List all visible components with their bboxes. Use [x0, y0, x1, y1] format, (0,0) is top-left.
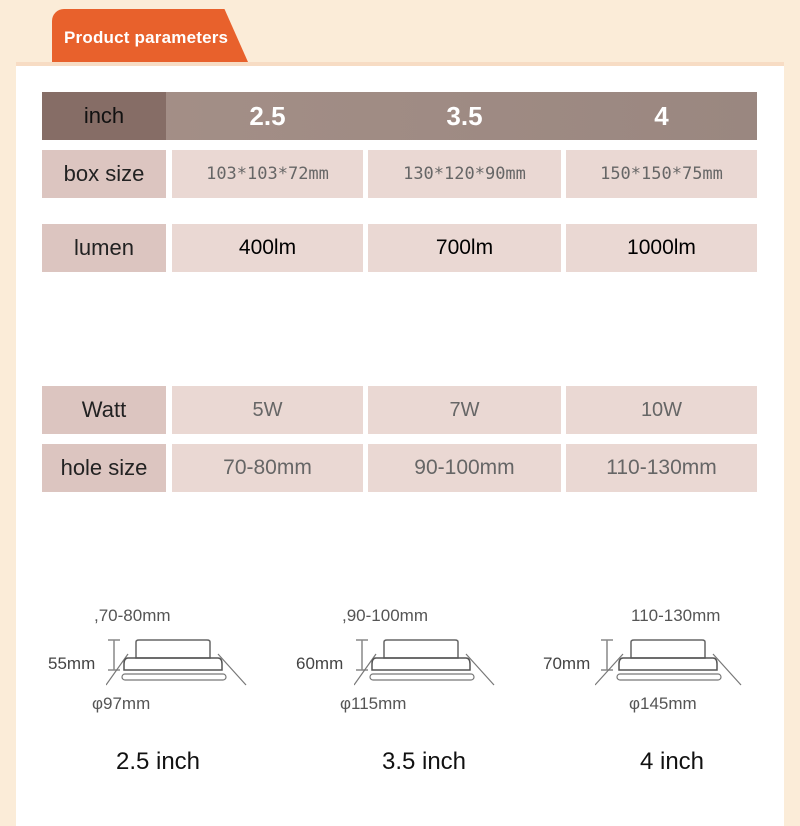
- dimension-diagram-4: [543, 600, 763, 720]
- diagram-height-dimension: 55mm: [48, 654, 96, 673]
- table-cell: 10W: [566, 386, 757, 434]
- table-cell: 7W: [368, 386, 561, 434]
- diagram-top-dimension: 110-130mm: [631, 606, 721, 625]
- header-label: inch: [42, 92, 166, 140]
- table-row-box-size: [42, 150, 757, 198]
- table-cell: 103*103*72mm: [172, 150, 363, 198]
- table-cell: 130*120*90mm: [368, 150, 561, 198]
- header-size-3-5: 3.5: [446, 100, 483, 131]
- diagram-height-dimension: 60mm: [296, 654, 344, 673]
- header-size-2-5: 2.5: [249, 100, 286, 131]
- diagram-bottom-dimension: φ145mm: [629, 694, 697, 713]
- table-cell: 150*150*75mm: [566, 150, 757, 198]
- diagram-height-dimension: 70mm: [543, 654, 591, 673]
- table-row-lumen: [42, 224, 757, 272]
- diagram-caption-4: 4 inch: [639, 748, 705, 775]
- table-cell: 70-80mm: [172, 444, 363, 492]
- table-row-hole-size: [42, 444, 757, 492]
- row-label: Watt: [42, 386, 166, 434]
- diagram-top-dimension: ,90-100mm: [342, 606, 428, 625]
- table-row-watt: [42, 386, 757, 434]
- diagram-caption-3-5: 3.5 inch: [381, 748, 467, 775]
- diagram-top-dimension: ,70-80mm: [94, 606, 171, 625]
- table-cell: 90-100mm: [368, 444, 561, 492]
- row-label: hole size: [42, 444, 166, 492]
- row-label: lumen: [42, 224, 166, 272]
- dimension-diagram-2-5: [48, 600, 268, 720]
- table-cell: 110-130mm: [566, 444, 757, 492]
- table-cell: 400lm: [172, 224, 363, 272]
- section-tab-label: Product parameters: [64, 28, 229, 47]
- diagram-bottom-dimension: φ115mm: [340, 694, 407, 713]
- table-header-row: [42, 92, 757, 140]
- table-cell: 700lm: [368, 224, 561, 272]
- diagram-bottom-dimension: φ97mm: [92, 694, 151, 713]
- downlight-outline-icon: [595, 630, 745, 690]
- row-label: box size: [42, 150, 166, 198]
- downlight-outline-icon: [354, 630, 504, 690]
- downlight-outline-icon: [106, 630, 256, 690]
- diagram-caption-2-5: 2.5 inch: [115, 748, 201, 775]
- table-cell: 1000lm: [566, 224, 757, 272]
- table-cell: 5W: [172, 386, 363, 434]
- dimension-diagram-3-5: [296, 600, 516, 720]
- header-size-4: 4: [654, 100, 669, 131]
